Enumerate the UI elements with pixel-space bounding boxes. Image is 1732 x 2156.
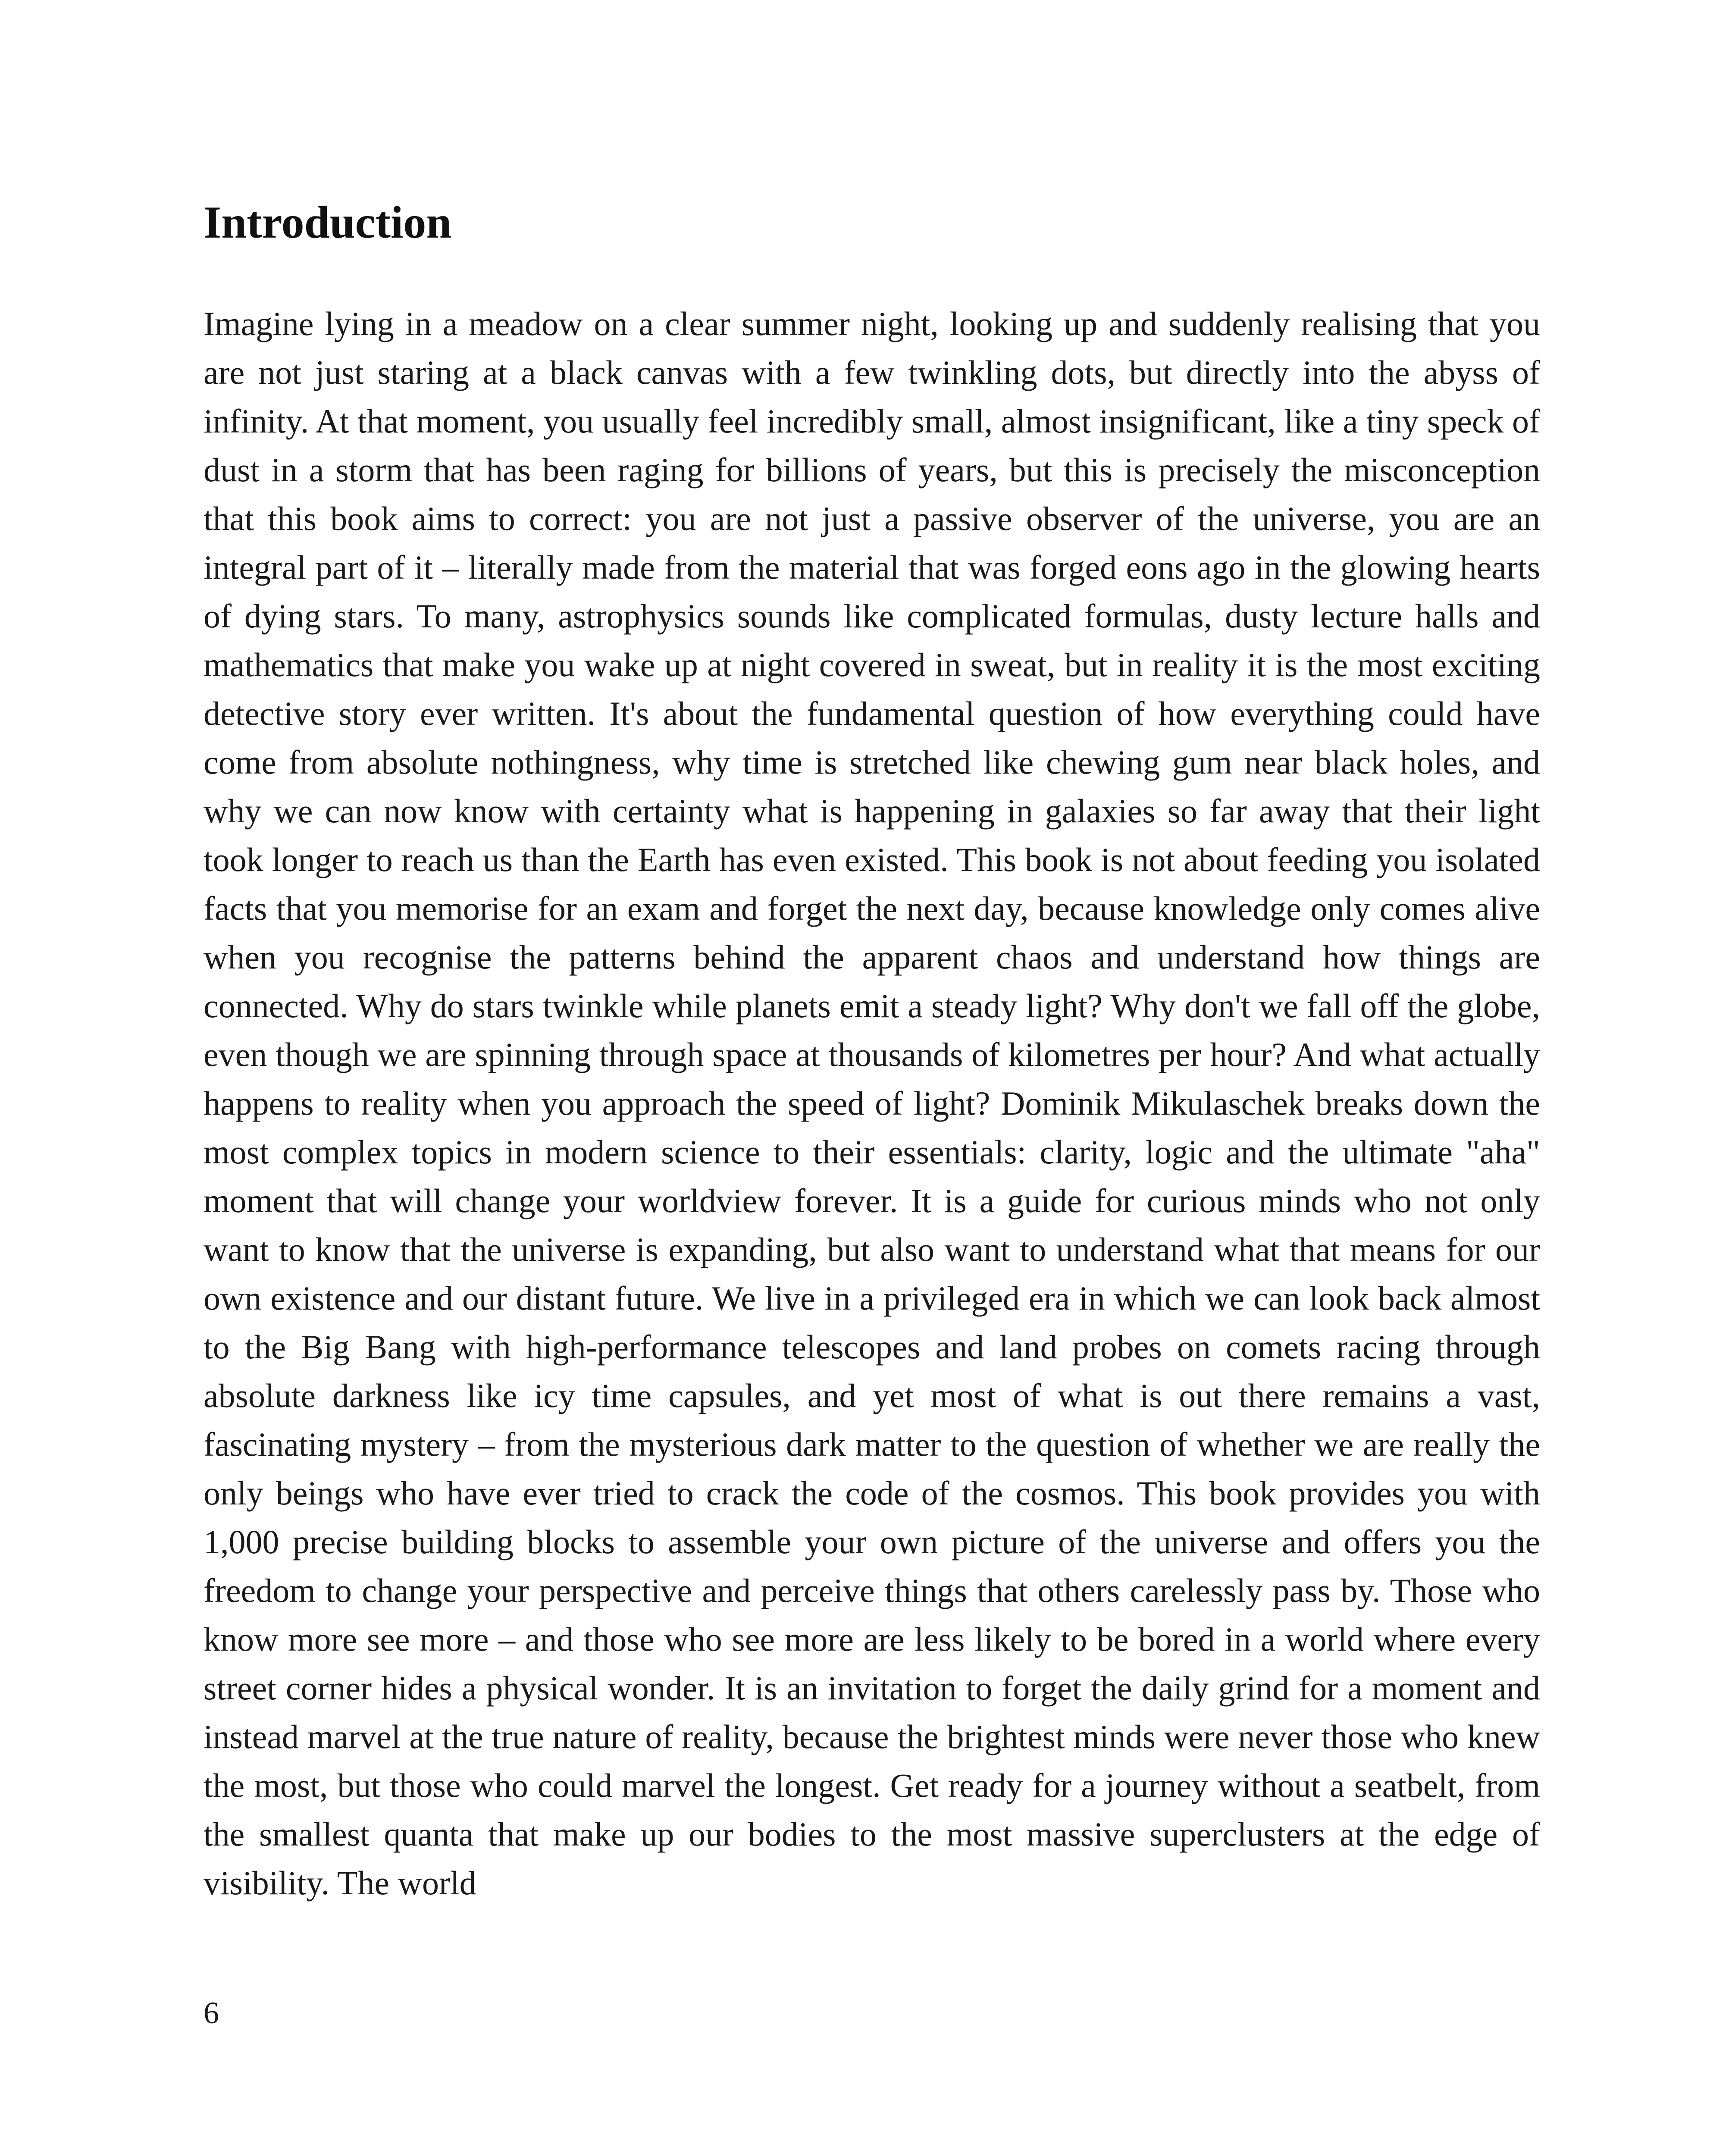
page-number: 6 [204,1996,219,2030]
chapter-title: Introduction [204,197,452,248]
body-paragraph: Imagine lying in a meadow on a clear summer night, looking up and suddenly realising that you are not just staring at a black canvas with a few twinkling dots, but directly into the abyss of infinity. At that moment, you usually feel incredibly small, almost insignificant, like a tiny speck of dust in a storm that has been raging for billions of years, but this is precisely the misconception that this book aims to correct: you are not just a passive observer of the universe, you are an integral part of it – literally made from the material that was forged eons ago in the glowing hearts of dying stars. To many, astrophysics sounds like complicated formulas, dusty lecture halls and mathematics that make you wake up at night covered in sweat, but in reality it is the most exciting detective story ever written. It's about the fundamental question of how everything could have come from absolute nothingness, why time is stretched like chewing gum near black holes, and why we can now know with certainty what is happening in galaxies so far away that their light took longer to reach us than the Earth has even existed. This book is not about feeding you isolated facts that you memorise for an exam and forget the next day, because knowledge only comes alive when you recognise the patterns behind the apparent chaos and understand how things are connected. Why do stars twinkle while planets emit a steady light? Why don't we fall off the globe, even though we are spinning through space at thousands of kilometres per hour? And what actually happens to reality when you approach the speed of light? Dominik Mikulaschek breaks down the most complex topics in modern science to their essentials: clarity, logic and the ultimate "aha" moment that will change your worldview forever. It is a guide for curious minds who not only want to know that the universe is expanding, but also want to understand what that means for our own existence and our distant future. We live in a privileged era in which we can look back almost to the Big Bang with high-performance telescopes and land probes on comets racing through absolute darkness like icy time capsules, and yet most of what is out there remains a vast, fascinating mystery – from the mysterious dark matter to the question of whether we are really the only beings who have ever tried to crack the code of the cosmos. This book provides you with 1,000 precise building blocks to assemble your own picture of the universe and offers you the freedom to change your perspective and perceive things that others carelessly pass by. Those who know more see more – and those who see more are less likely to be bored in a world where every street corner hides a physical wonder. It is an invitation to forget the daily grind for a moment and instead marvel at the true nature of reality, because the brightest minds were never those who knew the most, but those who could marvel the longest. Get ready for a journey without a seatbelt, from the smallest quanta that make up our bodies to the most massive superclusters at the edge of visibility. The world [204,305,1540,1902]
